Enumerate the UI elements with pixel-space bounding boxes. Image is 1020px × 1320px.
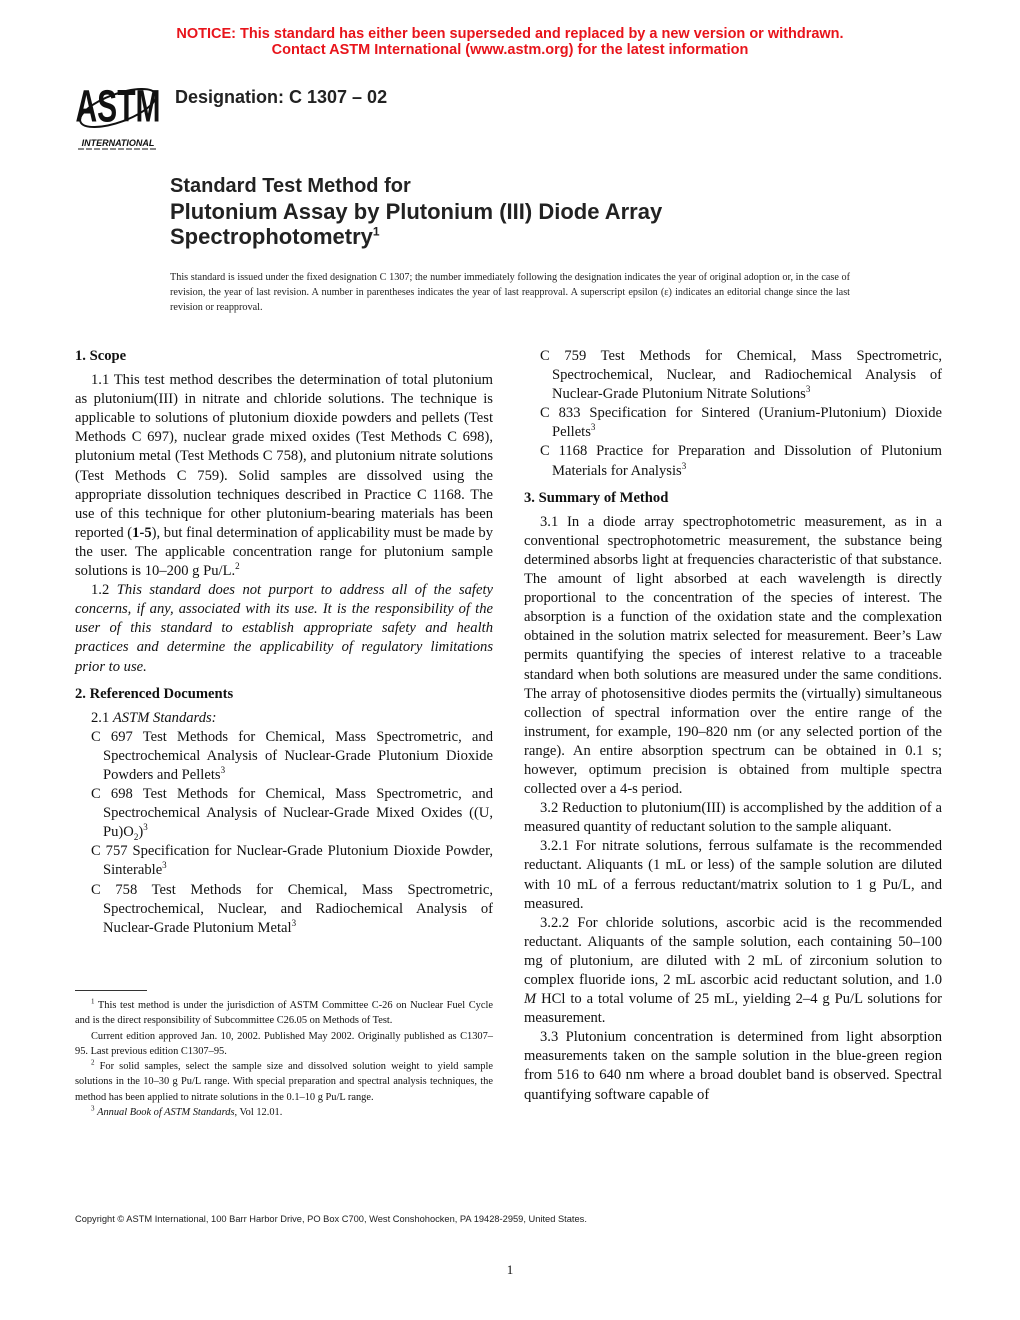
issuance-note: This standard is issued under the fixed designation C 1307; the number immediately following the designation indicates the year of original adoption or, in the case of revision, the year of last revision. A number in parentheses indicates the year of last reapproval. A superscript epsilon (ε) indicates an editorial change since the last revision or reapproval. [170,272,850,314]
title-line-1: Standard Test Method for [170,175,411,197]
paragraph [75,1105,493,1120]
text-run: ASTM Standards: [112,709,217,726]
reference-item [524,442,942,480]
text-run: 2. Referenced Documents [75,685,234,702]
section-heading [75,347,493,366]
footnotes [75,998,493,1120]
paragraph [75,1059,493,1105]
title-line-2: Plutonium Assay by Plutonium (III) Diode Array [170,199,663,224]
section-heading [75,685,493,704]
text-run: Annual Book of ASTM Standards [97,1107,235,1119]
reference-item [75,728,493,785]
text-run: 3.2.2 For chloride solutions, ascorbic acid is the recommended reductant. Aliquants of the sample solution, each containing 50–100 mg of plutonium, are diluted with 2 mL of zirconium solution to complex fluoride ions, 2 mL ascorbic acid reductant solution, and 1.0 [524,914,942,988]
text-run: C 697 Test Methods for Chemical, Mass Spectrometric, and Spectrochemical Analysis of Nuclear-Grade Plutonium Dioxide Powders and Pellets [91,728,493,783]
paragraph [75,998,493,1029]
text-run: M [524,991,537,1008]
footnote-ref[interactable]: 3 [805,384,811,395]
text-run: This test method is under the jurisdiction of ASTM Committee C-26 on Nuclear Fuel Cycle and is the direct responsibility of Subcommittee C26.05 on Methods of Test. [75,1000,493,1027]
svg-text:INTERNATIONAL: INTERNATIONAL [81,138,155,148]
astm-logo [76,72,160,150]
footnote-ref[interactable]: 3 [291,917,297,928]
text-run: C 833 Specification for Sintered (Uranium-Plutonium) Dioxide Pellets [540,405,942,441]
title-footnote-ref[interactable]: 1 [372,224,380,239]
document-title [170,174,662,249]
reference-item [75,785,493,842]
footnote-ref[interactable]: 3 [143,822,148,833]
text-run: 3.3 Plutonium concentration is determined from light absorption measurements taken on the sample solution in the blue-green region from 516 to 640 nm where a broad doublet band is observed. Spectral quantifying software capable of [524,1029,942,1103]
title-line-3: Spectrophotometry [170,224,373,249]
withdrawal-notice [0,26,1020,58]
left-column [75,347,493,938]
text-run: 2 [133,832,139,843]
paragraph [524,1028,942,1104]
footnote-ref[interactable]: 1 [91,997,95,1006]
paragraph [75,371,493,581]
footnote-ref[interactable]: 2 [91,1058,95,1067]
notice-line-1: NOTICE: This standard has either been superseded and replaced by a new version or withdrawn. [176,26,844,42]
text-run: Current edition approved Jan. 10, 2002. Published May 2002. Originally published as C1307–95. Last previous edition C1307–95. [75,1030,493,1057]
section-heading [524,489,942,508]
footnote-ref[interactable]: 2 [235,561,240,572]
paragraph [75,709,493,728]
text-run: 3.2.1 For nitrate solutions, ferrous sulfamate is the recommended reductant. Aliquants (1 mL or less) of the sample solution are diluted with 10 mL of a ferrous reductant/matrix solution to 1 g Pu/L, and measured. [524,838,942,912]
paragraph [75,1029,493,1060]
reference-item [524,404,942,442]
text-run: C 698 Test Methods for Chemical, Mass Spectrometric, and Spectrochemical Analysis of Nuclear-Grade Mixed Oxides ((U, Pu)O [91,786,493,841]
footnote-divider [75,990,147,991]
reference-item [524,347,942,404]
reference-item [75,881,493,938]
reference-item [75,842,493,880]
footnote-ref[interactable]: 3 [590,422,596,433]
paragraph [524,799,942,837]
footnote-ref[interactable]: 3 [220,765,226,776]
text-run: ), but final determination of applicability must be made by the user. The applicable concentration range for plutonium sample solutions is 10–200 g Pu/L. [75,524,493,580]
text-run: C 1168 Practice for Preparation and Dissolution of Plutonium Materials for Analysis [540,443,942,479]
text-run: 3.1 In a diode array spectrophotometric measurement, as in a conventional spectrophotometric measurement, the substance being determined absorbs light at frequencies characteristic of that substance. The amount of light absorbed at each wavelength is directly proportional to the concentration of the species of interest. The absorption is a function of the oxidation state and the complexation obtained in the solution matrix selected for measurement. Beer’s Law permits quantifying the species of interest relative to a traceable standard when both solutions are measured under the same conditions. The array of photosensitive diodes permits the (virtually) simultaneous collection of spectral information over the entire range of the instrument, for example, 190–820 nm (or any selected portion of the range). An entire absorption spectrum can be obtained in 0.1 s; however, optimum precision is obtained from multiple spectra collected over a 4-s period. [524,513,942,798]
text-run: HCl to a total volume of 25 mL, yielding 2–4 g Pu/L solutions for measurement. [524,991,942,1027]
right-column [524,347,942,1105]
text-run[interactable]: 1-5 [132,524,152,541]
text-run: C 758 Test Methods for Chemical, Mass Spectrometric, Spectrochemical, Nuclear, and Radiochemical Analysis of Nuclear-Grade Plutonium Metal [91,881,493,936]
notice-line-2: Contact ASTM International (www.astm.org) for the latest information [271,42,749,58]
text-run: , Vol 12.01. [234,1107,283,1119]
text-run: 2.1 [91,709,113,726]
paragraph [75,581,493,676]
svg-text:ASTM: ASTM [76,81,160,133]
footnote-ref[interactable]: 3 [91,1104,95,1113]
text-run: 1.1 This test method describes the determination of total plutonium as plutonium(III) in nitrate and chloride solutions. The technique is applicable to solutions of plutonium dioxide powders and pellets (Test Methods C 697), nuclear grade mixed oxides (Test Methods C 698), plutonium metal (Test Methods C 758), and plutonium nitrate solutions (Test Methods C 759). Solid samples are dissolved using the appropriate dissolution techniques described in Practice C 1168. The use of this technique for other plutonium-bearing materials has been reported ( [75,372,493,541]
text-run: C 757 Specification for Nuclear-Grade Plutonium Dioxide Powder, Sinterable [91,843,493,879]
text-run: C 759 Test Methods for Chemical, Mass Spectrometric, Spectrochemical, Nuclear, and Radiochemical Analysis of Nuclear-Grade Plutonium Nitrate Solutions [540,348,942,403]
copyright: Copyright © ASTM International, 100 Barr Harbor Drive, PO Box C700, West Conshohocken, PA 19428-2959, United States. [75,1214,587,1224]
paragraph [524,914,942,1029]
text-run: 1.2 [91,582,117,599]
text-run: 3. Summary of Method [524,489,669,506]
text-run: This standard does not purport to address all of the safety concerns, if any, associated with its use. It is the responsibility of the user of this standard to establish appropriate safety and health practices and determine the applicability of regulatory limitations prior to use. [75,582,493,675]
text-run: ) [138,824,144,841]
footnote-ref[interactable]: 3 [162,860,167,871]
text-run: 3.2 Reduction to plutonium(III) is accomplished by the addition of a measured quantity of reductant solution to the sample aliquant. [524,800,942,836]
text-run: For solid samples, select the sample size and dissolved solution weight to yield sample solutions in the 10–30 g Pu/L range. With special preparation and spectral analysis techniques, the method has been applied to nitrate solutions in the 0.1–10 g Pu/L range. [75,1061,493,1103]
footnote-ref[interactable]: 3 [681,460,687,471]
designation: Designation: C 1307 – 02 [175,87,388,107]
page-number: 1 [506,1262,514,1277]
paragraph [524,837,942,913]
text-run: 1. Scope [75,348,127,364]
paragraph [524,513,942,799]
